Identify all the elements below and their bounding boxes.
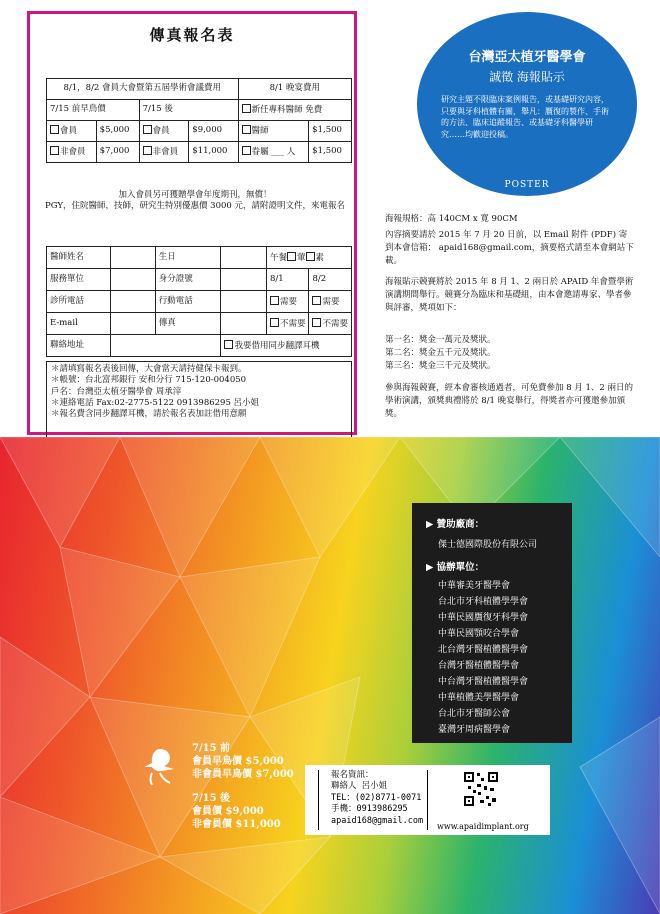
checkbox[interactable] [242,104,251,113]
fee-new-member[interactable]: 新任專科醫師 免費 [238,100,351,121]
late-heading: 7/15 後 [192,793,231,804]
co-organizer-item: 台北市牙醫師公會 [438,709,511,719]
day1-label: 8/1 [266,269,309,291]
member-early-price: 會員早鳥價 $5,000 [192,756,284,767]
sponsor-name: 傑士德國際股份有限公司 [438,540,538,550]
contact-mobile: 手機：0913986295 [331,804,408,815]
notes-box [46,361,352,439]
bird-logo-icon [140,745,180,787]
fee-table [46,78,352,163]
co-organizer-heading: ▶ 協辦單位： [426,562,485,573]
poster-spec: 海報規格：高 140CM x 寬 90CM [385,214,518,224]
co-organizer-item: 中華民國贋復牙科學會 [438,613,529,623]
poster-body: 研究主題不限臨床案例報告，或基礎研究內容，只要與牙科植體有關，舉凡：贋復的製作、手術的方法、臨床追蹤報告、或基礎牙科醫學研究……均歡迎投稿。 [441,95,609,139]
checkbox[interactable] [270,296,279,305]
input-unit[interactable] [110,269,155,291]
co-organizer-item: 中華民國顎咬合學會 [438,629,520,639]
label-unit: 服務單位 [47,269,111,291]
fee-nonmember-early[interactable]: 非會員 [47,142,97,163]
note-line: 戶名：台灣亞太植牙醫學會 周承滓 [51,386,182,397]
divider [427,770,428,830]
checkbox[interactable] [224,340,233,349]
co-organizer-item: 北台灣牙醫植體醫學會 [438,645,529,655]
fee-value: $1,500 [309,121,352,142]
contact-label: 報名資訊： [331,770,374,780]
nonmember-early-price: 非會員早鳥價 $7,000 [192,769,294,780]
day2-label: 8/2 [309,269,352,291]
fee-value: $9,000 [189,121,238,142]
qr-code-icon[interactable] [462,770,500,808]
triangle-icon: ▶ [426,519,437,530]
contact-email[interactable]: apaid168@gmail.com [331,815,424,826]
registration-table [46,246,352,357]
day2-no-need[interactable]: 不需要 [309,313,352,335]
fee-header-dinner: 8/1 晚宴費用 [238,79,351,100]
label-name: 醫師姓名 [47,247,111,269]
fee-spouse[interactable]: 眷屬 ___ 人 [238,142,309,163]
checkbox[interactable] [50,125,59,134]
fee-member-late[interactable]: 會員 [139,121,189,142]
co-organizer-item: 臺灣牙周病醫學會 [438,725,511,735]
fee-header-conference: 8/1，8/2 會員大會暨第五屆學術會議費用 [47,79,239,100]
label-clinic-phone: 診所電話 [47,291,111,313]
contact-person: 聯絡人 呂小姐 [331,781,388,792]
day1-no-need[interactable]: 不需要 [266,313,309,335]
note-line: ＊帳號：台北富邦銀行 安和分行 715-120-004050 [51,375,247,386]
input-birthday[interactable] [221,247,267,269]
input-fax[interactable] [221,313,267,335]
label-fax: 傳真 [155,313,221,335]
note-line: ＊報名費含同步翻譯耳機，請於報名表加註借用意願 [51,409,247,420]
early-heading: 7/15 前 [192,743,231,754]
fee-nonmember-late[interactable]: 非會員 [139,142,189,163]
co-organizer-item: 中華審美牙醫學會 [438,581,511,591]
prize-item: 第二名：獎金五千元及獎狀。 [385,347,496,358]
poster-label: POSTER [504,180,550,190]
sponsor-panel [412,503,572,743]
input-email[interactable] [110,313,155,335]
checkbox[interactable] [287,252,296,261]
checkbox[interactable] [312,296,321,305]
contact-tel: TEL：(02)8771-0071 [331,792,422,803]
nonmember-price: 非會員價 $11,000 [192,819,281,830]
fee-value: $5,000 [96,121,139,142]
interp-headset[interactable]: 我要借用同步翻譯耳機 [221,335,352,357]
org-name: 台灣亞太植牙醫學會 [468,50,586,65]
day1-need[interactable]: 需要 [266,291,309,313]
input-id[interactable] [221,269,267,291]
fee-value: $11,000 [189,142,238,163]
label-birthday: 生日 [155,247,221,269]
label-mobile: 行動電話 [155,291,221,313]
divider [318,770,319,830]
fee-value: $7,000 [96,142,139,163]
poster-call-circle [417,12,637,196]
prize-list [385,334,635,372]
checkbox[interactable] [143,146,152,155]
day2-need[interactable]: 需要 [309,291,352,313]
label-address: 聯絡地址 [47,335,111,357]
input-mobile[interactable] [221,291,267,313]
prize-item: 第三名：獎金三千元及獎狀。 [385,360,496,371]
input-address[interactable] [110,335,221,357]
member-note: 加入會員另可獲贈學會年度期刊，無償！ PGY，住院醫師，技師，研究生特別優惠價 3000 元，請附證明文件，來電報名 [44,190,345,212]
fee-doctor[interactable]: 醫師 [238,121,309,142]
triangle-icon: ▶ [426,562,437,573]
fee-early-label: 7/15 前早鳥價 [47,100,140,121]
sponsor-heading: ▶ 贊助廠商： [426,519,485,530]
poster-paragraph-1: 內容摘要請於 2015 年 7 月 20 日前，以 Email 附件 (PDF) 寄到本會信箱： apaid168@gmail.com，摘要格式請至本會網站下載。 [385,230,634,266]
input-clinic-phone[interactable] [110,291,155,313]
poster-paragraph-3: 參與海報競賽，經本會審核通過者，可免費參加 8 月 1、2 兩日的學術演講，頒獎典禮將於 8/1 晚宴舉行，得獎者亦可獲邀參加頒獎。 [385,383,634,419]
note-line: ＊請填寫報名表後回傳，大會當天請持健保卡報到。 [51,364,247,374]
price-early-block [192,742,294,781]
checkbox[interactable] [50,146,59,155]
fee-late-label: 7/15 後 [139,100,238,121]
input-name[interactable] [110,247,155,269]
checkbox[interactable] [143,125,152,134]
price-late-block [192,792,281,831]
note-line: ＊連絡電話 Fax:02-2775-5122 0913986295 呂小姐 [51,397,260,408]
fee-value: $1,500 [309,142,352,163]
co-organizer-item: 中台灣牙醫植體醫學會 [438,677,529,687]
website-url[interactable]: www.apaidimplant.org [437,822,529,831]
contact-info [331,770,423,827]
checkbox[interactable] [270,318,279,327]
member-price: 會員價 $9,000 [192,806,264,817]
checkbox[interactable] [242,125,251,134]
co-organizer-item: 台北市牙科植體學學會 [438,597,529,607]
fee-member-early[interactable]: 會員 [47,121,97,142]
label-email: E-mail [47,313,111,335]
lunch-choice[interactable]: 午餐 葷 素 [266,247,351,269]
checkbox[interactable] [242,146,251,155]
form-title: 傳真報名表 [149,26,235,44]
co-organizer-item: 中華植體美學醫學會 [438,693,520,703]
label-id: 身分證號 [155,269,221,291]
checkbox[interactable] [312,318,321,327]
checkbox[interactable] [306,252,315,261]
prize-item: 第一名：獎金一萬元及獎狀。 [385,335,496,345]
co-organizer-item: 台灣牙醫植體醫學會 [438,661,520,671]
poster-headline: 誠徵 海報貼示 [489,70,565,84]
fax-registration-form [27,11,357,435]
poster-paragraph-2: 海報貼示競賽將於 2015 年 8 月 1、2 兩日於 APAID 年會暨學術演講期間舉行。競賽分為臨床和基礎組，由本會邀請專家、學者參與評審，獎項如下： [385,277,634,313]
